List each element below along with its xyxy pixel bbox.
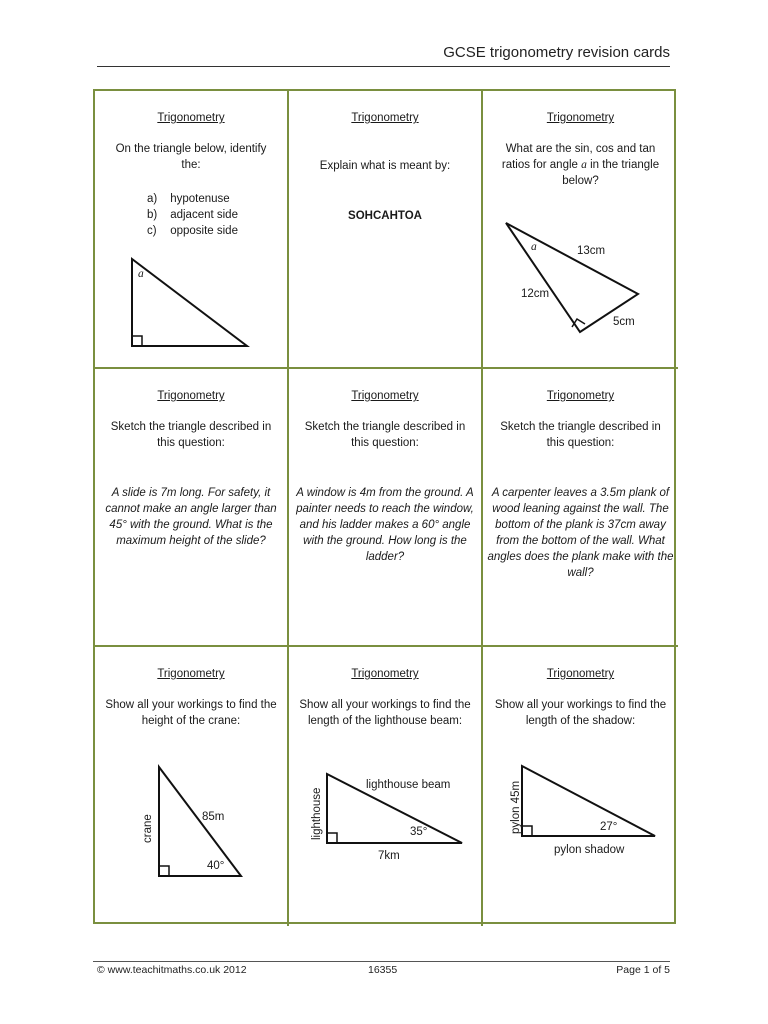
card-instruction: Sketch the triangle described in this question:: [304, 421, 466, 449]
card-instruction: On the triangle below, identify the:: [115, 143, 267, 171]
side-label: 12cm: [521, 288, 550, 300]
footer-code: 16355: [368, 964, 398, 976]
card-instruction: Show all your workings to find the length of the shadow:: [494, 699, 667, 727]
angle-label: a: [138, 268, 144, 280]
angle-label: a: [531, 241, 537, 253]
side-label: 5cm: [613, 316, 635, 328]
card-title: Trigonometry: [157, 112, 225, 124]
crane-triangle-diagram: [95, 647, 289, 926]
revision-card-grid: [93, 89, 676, 924]
card-ladder-question: [289, 369, 483, 647]
hypotenuse-label: 13cm: [577, 245, 606, 257]
card-identify-sides: [95, 91, 289, 369]
lighthouse-triangle-diagram: [289, 647, 483, 926]
right-triangle-diagram: [95, 91, 289, 369]
card-title: Trigonometry: [351, 390, 419, 402]
card-trig-ratios: [483, 91, 678, 369]
header-divider: [97, 66, 670, 67]
list-item: b) adjacent side: [147, 209, 238, 221]
card-instruction: Sketch the triangle described in this question:: [500, 421, 661, 449]
card-title: Trigonometry: [351, 112, 419, 124]
card-slide-question: [95, 369, 289, 647]
footer-copyright: © www.teachitmaths.co.uk 2012: [97, 964, 247, 976]
card-pylon: [483, 647, 678, 926]
word-problem: A slide is 7m long. For safety, it cannot make an angle larger than 45° with the ground. What is the maximum height of the slide?: [105, 487, 277, 547]
pylon-height-label: pylon 45m: [510, 780, 522, 834]
angle-label: 40°: [207, 860, 225, 872]
card-title: Trigonometry: [546, 390, 615, 402]
pylon-triangle-diagram: [483, 647, 678, 926]
list-item: c) opposite side: [147, 225, 238, 237]
angle-label: 27°: [600, 821, 618, 833]
sohcahtoa-term: SOHCAHTOA: [348, 210, 422, 222]
card-title: Trigonometry: [351, 668, 419, 680]
footer-page-number: Page 1 of 5: [616, 964, 670, 976]
card-instruction: Sketch the triangle described in this question:: [110, 421, 272, 449]
card-instruction: Show all your workings to find the length of the lighthouse beam:: [299, 699, 471, 727]
card-plank-question: [483, 369, 678, 647]
card-crane: [95, 647, 289, 926]
list-item: a) hypotenuse: [147, 193, 230, 205]
footer-divider: [93, 961, 670, 962]
angle-label: 35°: [410, 826, 428, 838]
hypotenuse-label: lighthouse beam: [366, 779, 451, 791]
card-instruction: Explain what is meant by:: [319, 160, 451, 172]
card-sohcahtoa: [289, 91, 483, 369]
base-label: 7km: [378, 850, 400, 862]
word-problem: A window is 4m from the ground. A painter needs to reach the window, and his ladder makes a 60° angle with the ground. How long is the ladder?: [296, 487, 474, 563]
card-title: Trigonometry: [157, 390, 225, 402]
right-triangle-diagram: [483, 91, 678, 369]
crane-label: crane: [142, 814, 154, 843]
card-title: Trigonometry: [546, 668, 615, 680]
lighthouse-label: lighthouse: [311, 787, 323, 840]
word-problem: A carpenter leaves a 3.5m plank of wood leaning against the wall. The bottom of the plank is 37cm away from the bottom of the wall. What angles does the plank make with the wall?: [487, 487, 674, 579]
base-label: pylon shadow: [554, 844, 625, 856]
hypotenuse-label: 85m: [202, 811, 225, 823]
card-instruction: What are the sin, cos and tan ratios for angle a in the triangle below?: [501, 143, 660, 187]
card-title: Trigonometry: [157, 668, 225, 680]
page-title: GCSE trigonometry revision cards: [443, 44, 670, 61]
card-title: Trigonometry: [546, 112, 615, 124]
card-instruction: Show all your workings to find the height of the crane:: [105, 699, 277, 727]
card-lighthouse: [289, 647, 483, 926]
